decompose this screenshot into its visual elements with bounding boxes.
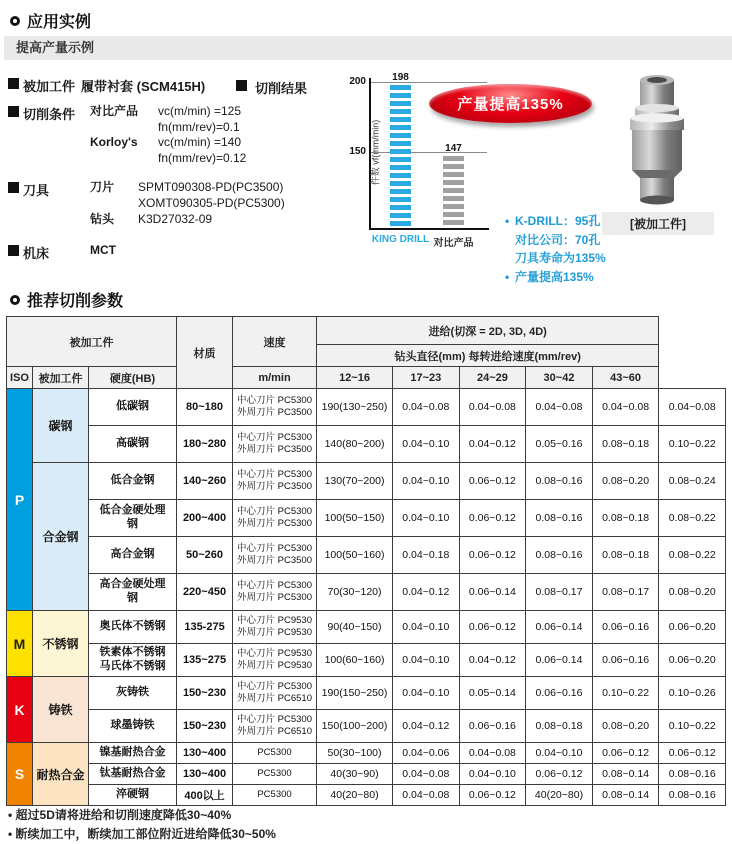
feed-cell: 0.06~0.16 bbox=[592, 611, 659, 644]
feed-cell: 0.06~0.12 bbox=[659, 743, 726, 764]
material-name-cell: 高合金钢 bbox=[89, 537, 177, 574]
bar-category-label: 对比产品 bbox=[433, 238, 474, 249]
feed-cell: 0.08~0.20 bbox=[659, 574, 726, 611]
feed-cell: 0.10~0.22 bbox=[659, 710, 726, 743]
feed-cell: 0.10~0.22 bbox=[592, 677, 659, 710]
bullet-icon: • bbox=[505, 214, 510, 228]
feed-cell: 0.04~0.08 bbox=[459, 743, 526, 764]
speed-cell: 90(40~150) bbox=[317, 611, 393, 644]
speed-cell: 100(50~150) bbox=[317, 500, 393, 537]
feed-cell: 0.06~0.20 bbox=[659, 611, 726, 644]
workpiece-photo bbox=[608, 70, 708, 210]
hardness-cell: 150~230 bbox=[177, 710, 233, 743]
header-dia-range: 12~16 bbox=[317, 367, 393, 389]
bar-value-label: 147 bbox=[445, 143, 462, 155]
speed-cell: 70(30~120) bbox=[317, 574, 393, 611]
result-badge: 产量提高135% bbox=[429, 84, 592, 123]
feed-cell: 0.08~0.18 bbox=[592, 426, 659, 463]
footnote: • 断续加工中，断续加工部位附近进给降低30~50% bbox=[8, 826, 276, 841]
feed-cell: 0.04~0.08 bbox=[393, 389, 460, 426]
feed-cell: 0.04~0.12 bbox=[459, 644, 526, 677]
feed-cell: 0.04~0.12 bbox=[393, 574, 460, 611]
feed-cell: 0.08~0.22 bbox=[659, 500, 726, 537]
table-row bbox=[7, 743, 726, 764]
feed-cell: 0.06~0.12 bbox=[592, 743, 659, 764]
material-name-cell: 灰铸铁 bbox=[89, 677, 177, 710]
header-hardness: 硬度(HB) bbox=[89, 367, 177, 389]
table-row bbox=[7, 537, 726, 574]
hardness-cell: 200~400 bbox=[177, 500, 233, 537]
grade-cell: 中心刀片 PC5300 外周刀片 PC3500 bbox=[233, 426, 317, 463]
grade-cell: 中心刀片 PC5300 外周刀片 PC3500 bbox=[233, 389, 317, 426]
note-text: 对比公司：70孔 bbox=[515, 232, 601, 247]
material-name-cell: 镍基耐热合金 bbox=[89, 743, 177, 764]
note-text: K-DRILL：95孔 bbox=[515, 214, 601, 228]
feed-cell: 40(20~80) bbox=[526, 785, 593, 806]
feed-cell: 0.08~0.24 bbox=[659, 463, 726, 500]
tool-value: SPMT090308-PD(PC3500) bbox=[138, 180, 284, 195]
feed-cell: 0.08~0.20 bbox=[592, 463, 659, 500]
table-row bbox=[7, 611, 726, 644]
speed-cell: 50(30~100) bbox=[317, 743, 393, 764]
black-square-icon bbox=[8, 245, 19, 256]
material-name-cell: 低合金钢 bbox=[89, 463, 177, 500]
target-icon bbox=[10, 295, 20, 305]
hardness-cell: 140~260 bbox=[177, 463, 233, 500]
feed-cell: 0.06~0.16 bbox=[459, 710, 526, 743]
header-dia-range: 43~60 bbox=[592, 367, 659, 389]
feed-cell: 0.06~0.16 bbox=[592, 644, 659, 677]
speed-cell: 190(150~250) bbox=[317, 677, 393, 710]
feed-cell: 0.05~0.16 bbox=[526, 426, 593, 463]
section2-title bbox=[10, 288, 123, 311]
speed-cell: 40(30~90) bbox=[317, 764, 393, 785]
feed-cell: 0.06~0.12 bbox=[459, 463, 526, 500]
conditions-row bbox=[8, 104, 338, 166]
material-name-cell: 球墨铸铁 bbox=[89, 710, 177, 743]
subgroup-cell: 不锈钢 bbox=[33, 611, 89, 677]
feed-cell: 0.06~0.14 bbox=[526, 644, 593, 677]
hardness-cell: 135~275 bbox=[177, 644, 233, 677]
feed-cell: 0.04~0.08 bbox=[393, 764, 460, 785]
tools-grid bbox=[90, 180, 285, 227]
result-notes bbox=[505, 212, 705, 286]
header-iso: ISO bbox=[7, 367, 33, 389]
photo-caption: [被加工件] bbox=[602, 212, 714, 235]
feed-cell: 0.04~0.10 bbox=[393, 463, 460, 500]
hardness-cell: 150~230 bbox=[177, 677, 233, 710]
black-square-icon bbox=[8, 182, 19, 193]
section2-title-text: 推荐切削参数 bbox=[27, 293, 124, 310]
section1-title-text: 应用实例 bbox=[27, 14, 92, 31]
feed-cell: 0.08~0.18 bbox=[592, 537, 659, 574]
tool-values bbox=[138, 180, 285, 211]
feed-cell: 0.06~0.12 bbox=[459, 785, 526, 806]
bullet-icon: • bbox=[505, 269, 510, 284]
header-speed: 速度 bbox=[233, 317, 317, 367]
feed-cell: 0.04~0.08 bbox=[659, 389, 726, 426]
condition-value: vc(m/min) =140 bbox=[158, 135, 242, 150]
feed-cell: 0.10~0.26 bbox=[659, 677, 726, 710]
grade-cell: 中心刀片 PC5300 外周刀片 PC6510 bbox=[233, 710, 317, 743]
material-name-cell: 高碳钢 bbox=[89, 426, 177, 463]
tool-name: 钻头 bbox=[90, 211, 115, 226]
feed-cell: 0.08~0.16 bbox=[659, 785, 726, 806]
feed-cell: 0.05~0.14 bbox=[459, 677, 526, 710]
feed-cell: 0.06~0.12 bbox=[459, 500, 526, 537]
iso-cell-S: S bbox=[7, 743, 33, 806]
iso-cell-P: P bbox=[7, 389, 33, 611]
tools-label: 刀具 bbox=[23, 183, 50, 199]
table-row bbox=[7, 574, 726, 611]
feed-cell: 0.06~0.16 bbox=[526, 677, 593, 710]
feed-cell: 0.04~0.06 bbox=[393, 743, 460, 764]
header-dia-range: 24~29 bbox=[459, 367, 526, 389]
table-row bbox=[7, 677, 726, 710]
y-tick-label: 150 bbox=[349, 146, 366, 157]
table-row bbox=[7, 764, 726, 785]
feed-cell: 0.06~0.12 bbox=[459, 537, 526, 574]
target-icon bbox=[10, 16, 20, 26]
bar-king-drill bbox=[390, 85, 411, 228]
feed-cell: 0.08~0.17 bbox=[592, 574, 659, 611]
result-label-text: 切削结果 bbox=[255, 81, 308, 96]
black-square-icon bbox=[8, 106, 19, 117]
note-line bbox=[505, 249, 705, 268]
speed-cell: 100(50~160) bbox=[317, 537, 393, 574]
hardness-cell: 135-275 bbox=[177, 611, 233, 644]
condition-value: fn(mm/rev)=0.12 bbox=[158, 150, 247, 165]
grade-cell: 中心刀片 PC5300 外周刀片 PC6510 bbox=[233, 677, 317, 710]
feed-cell: 0.04~0.10 bbox=[393, 426, 460, 463]
feed-cell: 0.04~0.12 bbox=[393, 710, 460, 743]
header-workpiece: 被加工件 bbox=[7, 317, 177, 367]
footnote: • 超过5D请将进给和切削速度降低30~40% bbox=[8, 808, 232, 822]
feed-cell: 0.08~0.16 bbox=[526, 537, 593, 574]
feed-cell: 0.08~0.16 bbox=[526, 463, 593, 500]
note-text: 刀具寿命为135% bbox=[515, 251, 606, 266]
header-dia-range: 17~23 bbox=[393, 367, 460, 389]
header-material: 材质 bbox=[177, 317, 233, 389]
feed-cell: 0.04~0.10 bbox=[459, 764, 526, 785]
hardness-cell: 220~450 bbox=[177, 574, 233, 611]
feed-cell: 0.04~0.08 bbox=[393, 785, 460, 806]
table-row bbox=[7, 710, 726, 743]
hardness-cell: 80~180 bbox=[177, 389, 233, 426]
section1-title bbox=[10, 9, 91, 32]
grade-cell: 中心刀片 PC5300 外周刀片 PC3500 bbox=[233, 537, 317, 574]
chart-y-axis bbox=[369, 78, 371, 230]
tool-value: K3D27032-09 bbox=[138, 211, 213, 226]
table-row bbox=[7, 389, 726, 426]
material-name-cell: 钛基耐热合金 bbox=[89, 764, 177, 785]
speed-cell: 140(80~200) bbox=[317, 426, 393, 463]
result-label bbox=[236, 78, 307, 97]
feed-cell: 0.08~0.16 bbox=[659, 764, 726, 785]
material-name-cell: 淬硬钢 bbox=[89, 785, 177, 806]
machine-value: MCT bbox=[90, 243, 116, 258]
material-name-cell: 铁素体不锈钢 马氏体不锈钢 bbox=[89, 644, 177, 677]
feed-cell: 0.06~0.12 bbox=[526, 764, 593, 785]
subgroup-cell: 碳钢 bbox=[33, 389, 89, 463]
machine-label: 机床 bbox=[23, 246, 50, 262]
note-line bbox=[505, 212, 705, 231]
speed-cell: 100(60~160) bbox=[317, 644, 393, 677]
tools-row bbox=[8, 180, 338, 227]
feed-cell: 0.08~0.22 bbox=[659, 537, 726, 574]
cutting-parameters-table bbox=[6, 316, 726, 806]
header-dia-range: 30~42 bbox=[526, 367, 593, 389]
feed-cell: 0.08~0.14 bbox=[592, 764, 659, 785]
speed-cell: 150(100~200) bbox=[317, 710, 393, 743]
table-row bbox=[7, 426, 726, 463]
feed-cell: 0.04~0.10 bbox=[393, 500, 460, 537]
feed-cell: 0.04~0.10 bbox=[393, 644, 460, 677]
workpiece-photo-block bbox=[602, 70, 714, 235]
bar-对比产品 bbox=[443, 156, 464, 228]
bar-value-label: 198 bbox=[392, 71, 409, 83]
feed-cell: 0.06~0.20 bbox=[659, 644, 726, 677]
conditions-label: 切削条件 bbox=[23, 107, 76, 122]
grade-cell: 中心刀片 PC9530 外周刀片 PC9530 bbox=[233, 644, 317, 677]
hardness-cell: 130~400 bbox=[177, 743, 233, 764]
note-line bbox=[505, 231, 705, 250]
machine-row bbox=[8, 243, 338, 262]
grade-cell: 中心刀片 PC5300 外周刀片 PC5300 bbox=[233, 574, 317, 611]
header-row-3 bbox=[7, 367, 726, 389]
material-name-cell: 低合金硬处理 钢 bbox=[89, 500, 177, 537]
iso-cell-M: M bbox=[7, 611, 33, 677]
hardness-cell: 180~280 bbox=[177, 426, 233, 463]
feed-cell: 0.06~0.12 bbox=[459, 611, 526, 644]
tool-value: XOMT090305-PD(PC5300) bbox=[138, 195, 285, 210]
bullet-icon bbox=[505, 231, 515, 250]
feed-cell: 0.04~0.10 bbox=[526, 743, 593, 764]
chart-x-axis bbox=[369, 228, 489, 230]
speed-cell: 130(70~200) bbox=[317, 463, 393, 500]
hardness-cell: 130~400 bbox=[177, 764, 233, 785]
feed-cell: 0.04~0.10 bbox=[393, 677, 460, 710]
feed-cell: 0.04~0.08 bbox=[526, 389, 593, 426]
feed-cell: 0.04~0.12 bbox=[459, 426, 526, 463]
tool-name: 刀片 bbox=[90, 180, 115, 195]
hardness-cell: 400以上 bbox=[177, 785, 233, 806]
table-row bbox=[7, 500, 726, 537]
grade-cell: PC5300 bbox=[233, 785, 317, 806]
speed-cell: 190(130~250) bbox=[317, 389, 393, 426]
table-row bbox=[7, 463, 726, 500]
application-info bbox=[8, 76, 338, 271]
table-row bbox=[7, 785, 726, 806]
black-square-icon bbox=[236, 80, 247, 91]
subgroup-cell: 合金钢 bbox=[33, 463, 89, 611]
speed-cell: 40(20~80) bbox=[317, 785, 393, 806]
grade-cell: PC5300 bbox=[233, 764, 317, 785]
header-diameter: 钻头直径(mm) 每转进给速度(mm/rev) bbox=[317, 345, 659, 367]
conditions-grid bbox=[90, 104, 246, 166]
feed-cell: 0.04~0.08 bbox=[459, 389, 526, 426]
feed-cell: 0.08~0.16 bbox=[526, 500, 593, 537]
y-tick-label: 200 bbox=[349, 76, 366, 87]
condition-value: vc(m/min) =125 bbox=[158, 104, 242, 118]
feed-cell: 0.06~0.14 bbox=[526, 611, 593, 644]
feed-cell: 0.08~0.17 bbox=[526, 574, 593, 611]
feed-cell: 0.10~0.22 bbox=[659, 426, 726, 463]
table-row bbox=[7, 644, 726, 677]
bullet-icon bbox=[505, 249, 515, 268]
feed-cell: 0.08~0.18 bbox=[526, 710, 593, 743]
workpiece-value: 履带衬套 (SCM415H) bbox=[81, 79, 206, 94]
header-workpiece2: 被加工件 bbox=[33, 367, 89, 389]
grade-cell: 中心刀片 PC5300 外周刀片 PC3500 bbox=[233, 463, 317, 500]
bar-category-label: KING DRILL bbox=[371, 234, 430, 245]
black-square-icon bbox=[8, 78, 19, 89]
subgroup-cell: 铸铁 bbox=[33, 677, 89, 743]
material-name-cell: 高合金硬处理 钢 bbox=[89, 574, 177, 611]
subgroup-cell: 耐热合金 bbox=[33, 743, 89, 806]
condition-value: fn(mm/rev)=0.1 bbox=[158, 119, 240, 134]
feed-cell: 0.04~0.10 bbox=[393, 611, 460, 644]
feed-cell: 0.04~0.18 bbox=[393, 537, 460, 574]
feed-cell: 0.08~0.14 bbox=[592, 785, 659, 806]
note-text: 产量提高135% bbox=[515, 269, 594, 284]
footnotes bbox=[8, 806, 276, 843]
feed-cell: 0.04~0.08 bbox=[592, 389, 659, 426]
grade-cell: PC5300 bbox=[233, 743, 317, 764]
workpiece-label: 被加工件 bbox=[23, 79, 76, 94]
section1-subtitle: 提高产量示例 bbox=[4, 36, 732, 60]
header-speed-unit: m/min bbox=[233, 367, 317, 389]
grade-cell: 中心刀片 PC5300 外周刀片 PC5300 bbox=[233, 500, 317, 537]
iso-cell-K: K bbox=[7, 677, 33, 743]
feed-cell: 0.08~0.20 bbox=[592, 710, 659, 743]
condition-name: Korloy's bbox=[90, 135, 138, 150]
header-feed: 进给(切深 = 2D, 3D, 4D) bbox=[317, 317, 659, 345]
note-line bbox=[505, 268, 705, 287]
condition-name: 对比产品 bbox=[90, 104, 139, 118]
material-name-cell: 低碳钢 bbox=[89, 389, 177, 426]
material-name-cell: 奥氏体不锈钢 bbox=[89, 611, 177, 644]
feed-cell: 0.06~0.14 bbox=[459, 574, 526, 611]
hardness-cell: 50~260 bbox=[177, 537, 233, 574]
grade-cell: 中心刀片 PC9530 外周刀片 PC9530 bbox=[233, 611, 317, 644]
header-row-1 bbox=[7, 317, 726, 345]
feed-cell: 0.08~0.18 bbox=[592, 500, 659, 537]
